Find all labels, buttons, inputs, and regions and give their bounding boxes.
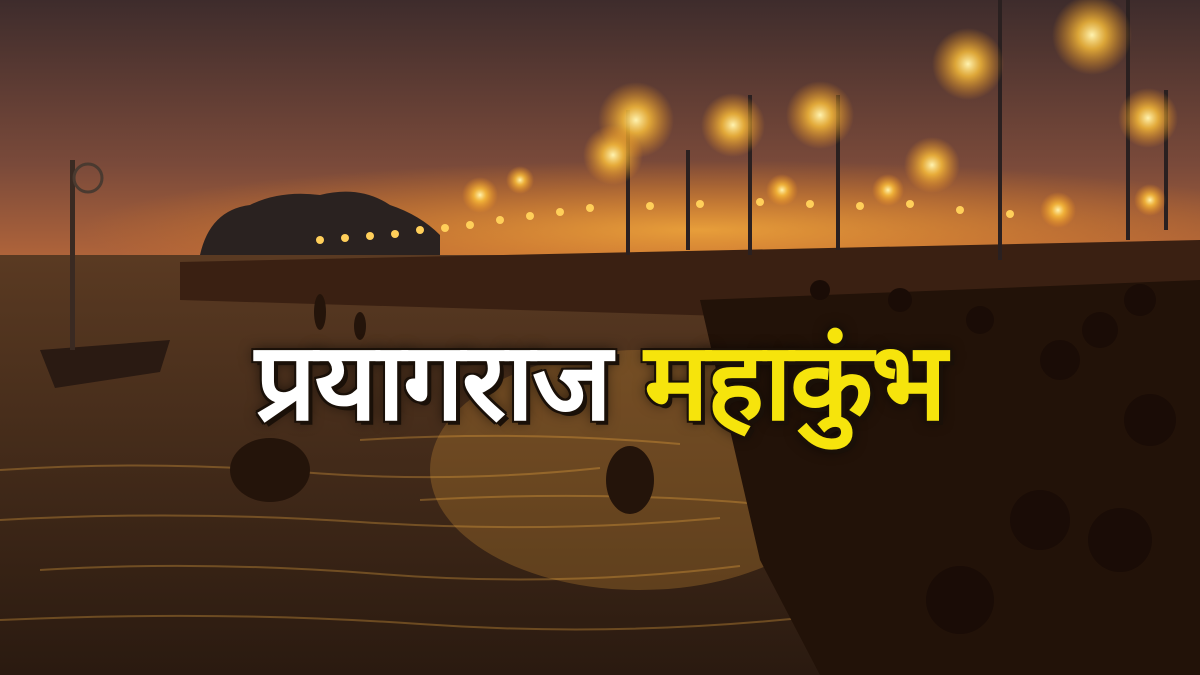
headline-word-event: महाकुंभ <box>644 320 945 445</box>
headline-word-city: प्रयागराज <box>255 320 611 445</box>
headline <box>0 318 1200 448</box>
